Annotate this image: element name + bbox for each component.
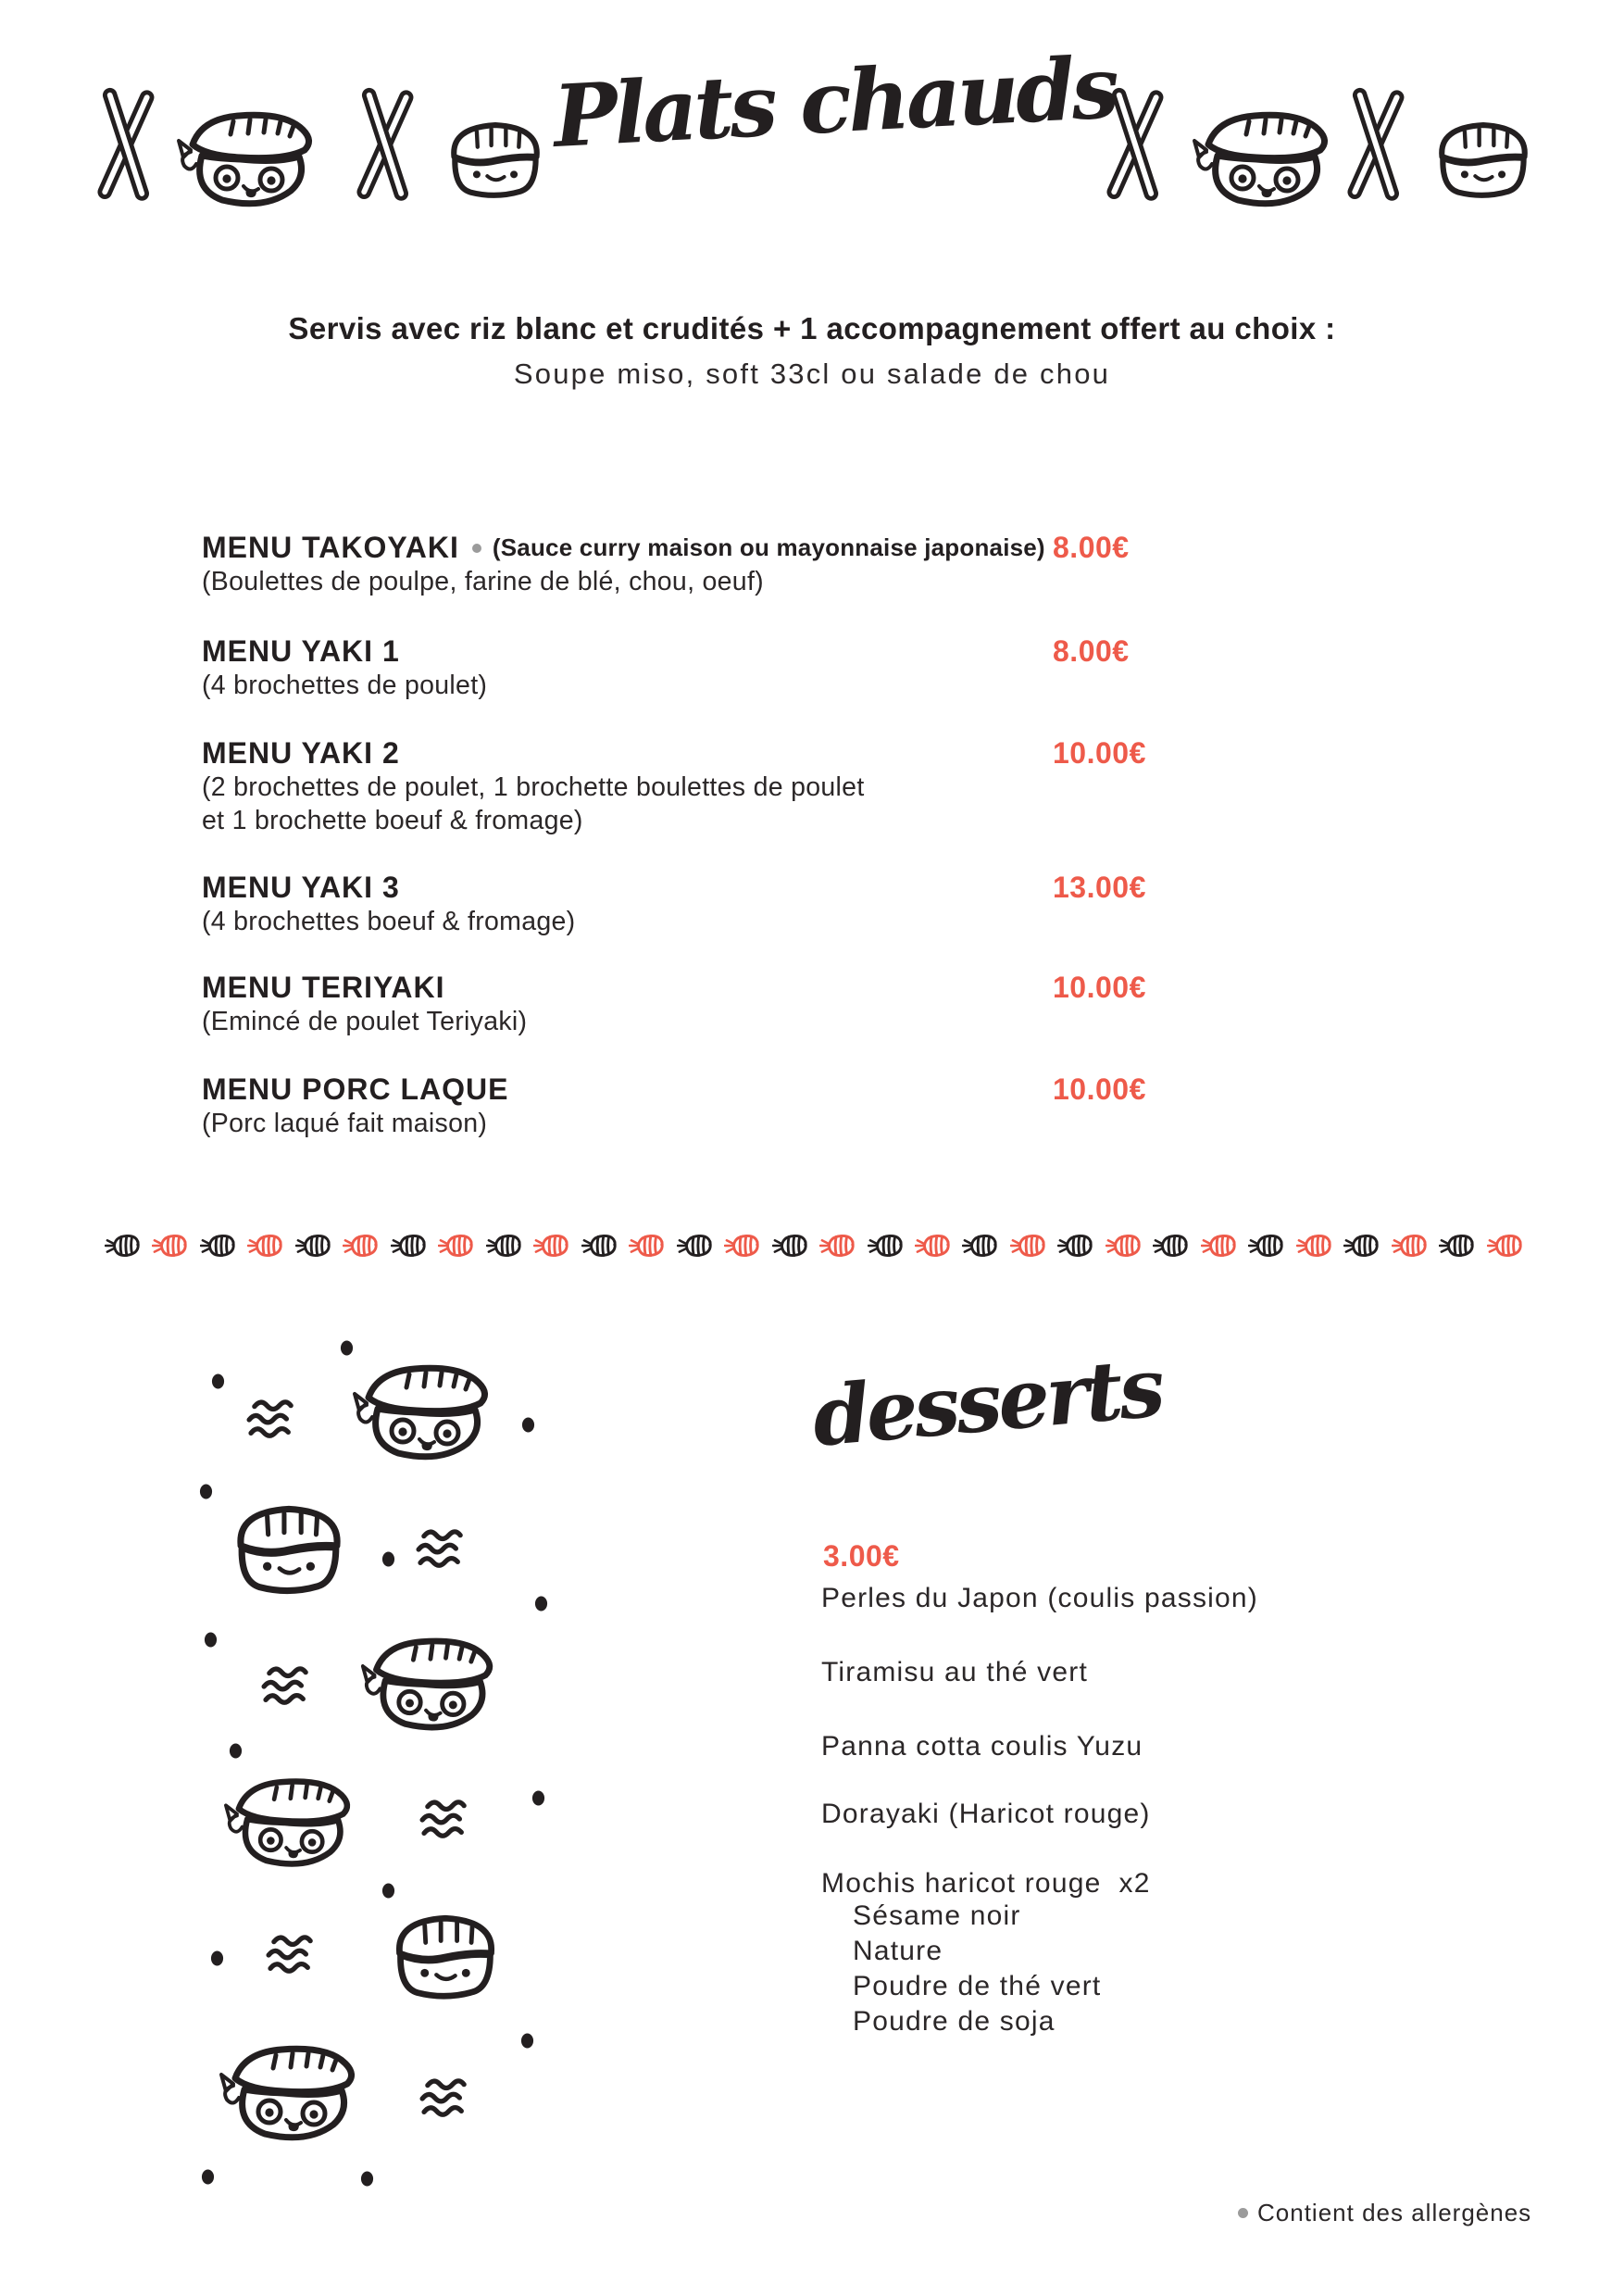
menu-item-price: 8.00€	[1053, 531, 1130, 564]
shrimp-sushi-icon	[533, 1232, 570, 1260]
sushi-bun-face-doodle	[230, 1499, 348, 1595]
menu-item-description: (Porc laqué fait maison)	[202, 1109, 488, 1138]
dot-doodle	[521, 1417, 535, 1433]
waves-doodle	[418, 1799, 474, 1841]
shrimp-sushi-icon	[1106, 1232, 1143, 1260]
dot-doodle	[534, 1596, 548, 1612]
menu-item-name: MENU TAKOYAKI	[202, 531, 459, 564]
dot-doodle	[211, 1373, 225, 1389]
waves-doodle	[415, 1528, 470, 1571]
menu-item-price: 10.00€	[1053, 971, 1146, 1004]
shrimp-sushi-icon	[438, 1232, 475, 1260]
shrimp-sushi-icon	[1296, 1232, 1333, 1260]
waves-doodle	[260, 1665, 316, 1708]
menu-item-price: 10.00€	[1053, 1072, 1146, 1106]
dot-doodle	[360, 2171, 374, 2187]
intro-block	[0, 311, 1624, 391]
sushi-bun-face-icon	[444, 115, 546, 200]
shrimp-sushi-icon	[677, 1232, 714, 1260]
menu-item-name: MENU YAKI 2	[202, 736, 400, 770]
shrimp-sushi-icon	[819, 1232, 856, 1260]
dessert-price: 3.00€	[823, 1539, 900, 1573]
dot-doodle	[531, 1790, 545, 1806]
allergen-dot-icon	[1238, 2208, 1248, 2218]
shrimp-sushi-icon	[1392, 1232, 1429, 1260]
dot-doodle	[381, 1883, 395, 1899]
shrimp-sushi-icon	[915, 1232, 952, 1260]
sushi-bun-face-doodle	[389, 1908, 502, 2000]
menu-item-yaki-3	[0, 870, 1624, 938]
sushi-nigiri-face-doodle	[219, 1771, 357, 1873]
shrimp-sushi-icon	[629, 1232, 666, 1260]
dot-doodle	[210, 1950, 224, 1966]
dessert-item: Mochis haricot rouge x2	[821, 1868, 1151, 1899]
sushi-bun-face-icon	[1432, 115, 1534, 200]
menu-item-yaki-2	[0, 735, 1624, 837]
shrimp-sushi-icon	[581, 1232, 618, 1260]
dot-doodle	[199, 1484, 213, 1499]
dessert-item: Panna cotta coulis Yuzu	[821, 1731, 1143, 1762]
allergen-legend	[1238, 2199, 1531, 2227]
menu-item-price: 10.00€	[1053, 736, 1146, 770]
shrimp-sushi-icon	[343, 1232, 380, 1260]
menu-item-description: (Emincé de poulet Teriyaki)	[202, 1007, 528, 1036]
shrimp-sushi-icon	[200, 1232, 237, 1260]
menu-item-name: MENU PORC LAQUE	[202, 1072, 509, 1106]
dot-doodle	[520, 2033, 534, 2049]
menu-item-name: MENU TERIYAKI	[202, 971, 445, 1004]
menu-item-name: MENU YAKI 3	[202, 871, 400, 904]
sushi-nigiri-face-doodle	[214, 2038, 362, 2147]
menu-item-note: (Sauce curry maison ou mayonnaise japonaise)	[492, 533, 1045, 561]
menu-item-porc-laque	[0, 1072, 1624, 1140]
dessert-item: Perles du Japon (coulis passion)	[821, 1583, 1258, 1613]
dessert-sub-item: Poudre de soja	[853, 2006, 1056, 2037]
page-title: Plats chauds	[551, 37, 1118, 167]
desserts-title: desserts	[808, 1338, 1166, 1465]
sushi-nigiri-face-doodle	[352, 1357, 491, 1466]
waves-doodle	[418, 2077, 474, 2120]
shrimp-sushi-icon	[247, 1232, 284, 1260]
shrimp-sushi-icon	[1153, 1232, 1190, 1260]
waves-doodle	[245, 1398, 301, 1441]
shrimp-sushi-icon	[1010, 1232, 1047, 1260]
dot-doodle	[201, 2169, 215, 2185]
shrimp-sushi-icon	[772, 1232, 809, 1260]
chopsticks-icon	[1088, 83, 1182, 206]
sushi-nigiri-face-doodle	[355, 1630, 501, 1737]
sushi-divider	[105, 1232, 1524, 1260]
shrimp-sushi-icon	[486, 1232, 523, 1260]
menu-item-description: et 1 brochette boeuf & fromage)	[202, 806, 583, 835]
shrimp-sushi-icon	[868, 1232, 905, 1260]
shrimp-sushi-icon	[962, 1232, 999, 1260]
shrimp-sushi-icon	[152, 1232, 189, 1260]
intro-line-1: Servis avec riz blanc et crudités + 1 accompagnement offert au choix :	[288, 311, 1336, 345]
shrimp-sushi-icon	[105, 1232, 142, 1260]
shrimp-sushi-icon	[295, 1232, 332, 1260]
dot-doodle	[204, 1632, 218, 1648]
dessert-sub-item: Sésame noir	[853, 1900, 1021, 1931]
shrimp-sushi-icon	[1201, 1232, 1238, 1260]
dot-doodle	[229, 1743, 243, 1759]
chopsticks-icon	[79, 83, 173, 206]
chopsticks-icon	[1329, 83, 1423, 206]
menu-item-teriyaki	[0, 970, 1624, 1038]
shrimp-sushi-icon	[1057, 1232, 1094, 1260]
dot-doodle	[381, 1551, 395, 1567]
menu-item-description: (4 brochettes de poulet)	[202, 671, 488, 700]
allergen-dot-icon	[472, 544, 481, 553]
menu-item-description: (2 brochettes de poulet, 1 brochette boulettes de poulet	[202, 772, 865, 802]
allergen-note: Contient des allergènes	[1257, 2199, 1532, 2226]
menu-item-name: MENU YAKI 1	[202, 634, 400, 668]
chopsticks-icon	[338, 83, 432, 206]
dessert-item: Dorayaki (Haricot rouge)	[821, 1799, 1151, 1829]
shrimp-sushi-icon	[724, 1232, 761, 1260]
sushi-nigiri-face-icon	[1192, 104, 1330, 213]
shrimp-sushi-icon	[1248, 1232, 1285, 1260]
dot-doodle	[340, 1340, 354, 1356]
shrimp-sushi-icon	[1487, 1232, 1524, 1260]
menu-item-price: 8.00€	[1053, 634, 1130, 668]
dessert-sub-item: Poudre de thé vert	[853, 1971, 1102, 2001]
menu-item-yaki-1	[0, 633, 1624, 702]
sushi-nigiri-face-icon	[176, 104, 315, 213]
menu-item-description: (4 brochettes boeuf & fromage)	[202, 907, 576, 936]
waves-doodle	[265, 1934, 320, 1976]
menu-item-price: 13.00€	[1053, 871, 1146, 904]
shrimp-sushi-icon	[1439, 1232, 1476, 1260]
menu-item-takoyaki	[0, 530, 1624, 598]
shrimp-sushi-icon	[391, 1232, 428, 1260]
menu-item-description: (Boulettes de poulpe, farine de blé, chou, oeuf)	[202, 567, 764, 596]
intro-line-2: Soupe miso, soft 33cl ou salade de chou	[513, 357, 1111, 390]
dessert-item: Tiramisu au thé vert	[821, 1657, 1088, 1687]
dessert-sub-item: Nature	[853, 1936, 943, 1966]
shrimp-sushi-icon	[1343, 1232, 1380, 1260]
